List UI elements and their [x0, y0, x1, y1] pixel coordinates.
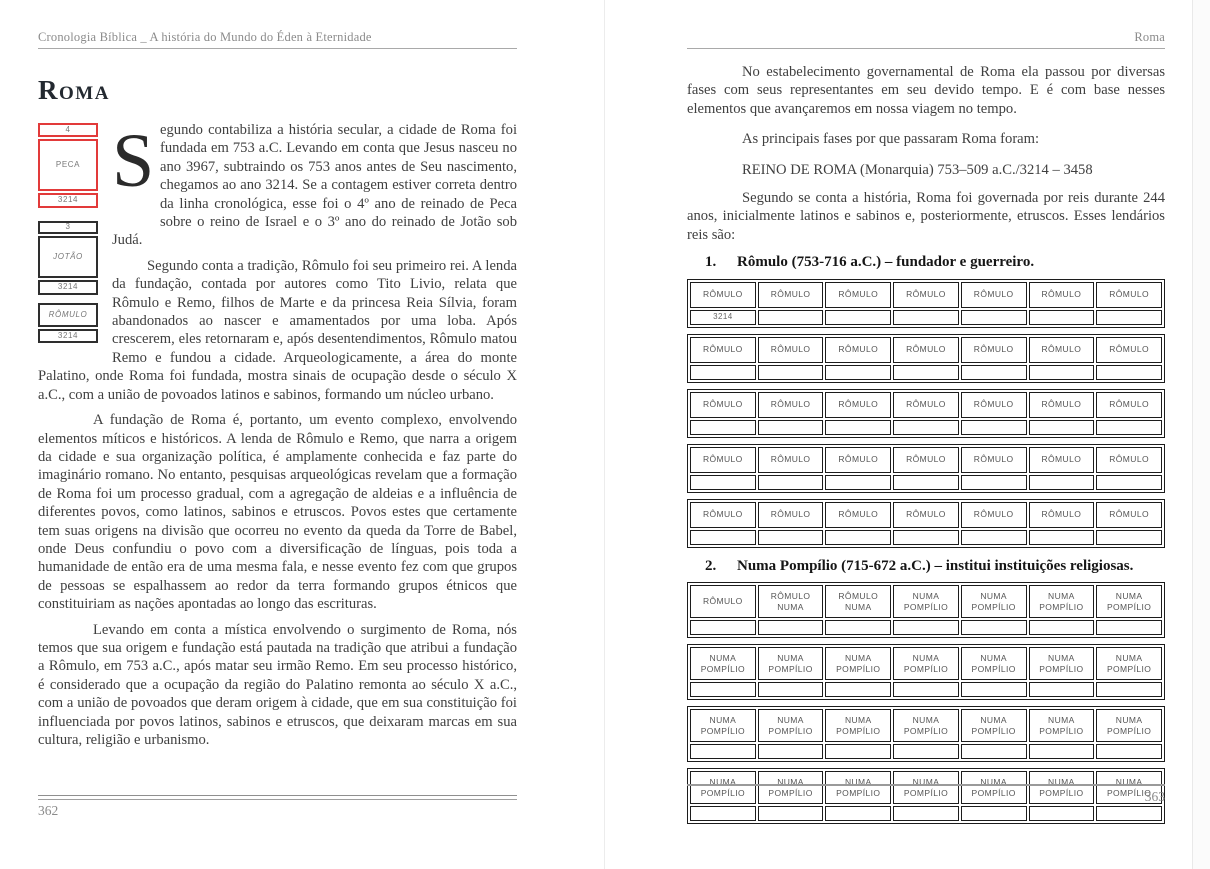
king-name-cell: NUMA POMPÍLIO	[758, 709, 824, 742]
page-footer-left	[38, 795, 517, 819]
paragraph: A fundação de Roma é, portanto, um evento complexo, envolvendo elementos míticos e históricos. A lenda de Rômulo e Remo, que narra a origem da cidade e sua organização política, é amplamente conhecida e faz parte do imaginário romano. No entanto, pesquisas arqueológicas revelam que a formação de Roma foi um processo gradual, com a agregação de aldeias e a influência de diferentes povos, como latinos, sabinos e etruscos. Povos estes que certamente tem suas origens na divisão que ocorreu no evento da queda da Torre de Babel, onde Deus confundiu o povo com a diversificação de línguas, pois toda a humanidade de então era de uma mesma fala, e nesse evento fez com que grupos de pessoas se espalhassem ao redor da terra formando grupos étnicos que constituiriam as nações apontadas ao longo das escrituras.	[38, 412, 517, 613]
paragraph: REINO DE ROMA (Monarquia) 753–509 a.C./3214 – 3458	[742, 161, 1093, 178]
timeline-box-jotao	[38, 221, 98, 295]
king-name-cell: RÔMULO	[1096, 447, 1162, 473]
king-name-cell: RÔMULO	[1096, 282, 1162, 308]
footer-rule	[38, 795, 517, 800]
body-text-left	[38, 121, 517, 749]
king-name-cell: RÔMULO	[1029, 282, 1095, 308]
year-cell	[825, 530, 891, 545]
king-name-cell: NUMA POMPÍLIO	[690, 709, 756, 742]
body-text-right	[687, 63, 1165, 824]
year-cell	[961, 475, 1027, 490]
paragraph: No estabelecimento governamental de Roma ela passou por diversas fases com seus representantes em seu devido tempo. E é com base nesses elementos que avançaremos em nossa viagem no tempo.	[687, 64, 1165, 117]
section-heading	[687, 253, 1165, 271]
year-cell	[1029, 310, 1095, 325]
king-name-cell: NUMA POMPÍLIO	[893, 585, 959, 618]
year-cell	[758, 744, 824, 759]
year-cell	[1096, 310, 1162, 325]
king-timeline-table	[687, 706, 1165, 762]
year-cell	[690, 806, 756, 821]
king-name-cell: NUMA POMPÍLIO	[1029, 771, 1095, 804]
page-number: 363	[1144, 789, 1165, 804]
king-name-cell: RÔMULO	[1096, 502, 1162, 528]
year-cell	[825, 310, 891, 325]
king-name-cell: NUMA POMPÍLIO	[690, 771, 756, 804]
king-name-cell: NUMA POMPÍLIO	[825, 709, 891, 742]
king-name-cell: RÔMULO	[961, 282, 1027, 308]
king-name-cell: RÔMULO	[1029, 392, 1095, 418]
king-name-cell: RÔMULO	[961, 447, 1027, 473]
king-name-cell: RÔMULO	[825, 447, 891, 473]
year-cell	[690, 475, 756, 490]
year-cell	[758, 806, 824, 821]
year-cell	[961, 365, 1027, 380]
year-cell	[961, 682, 1027, 697]
king-name-cell: NUMA POMPÍLIO	[825, 647, 891, 680]
king-name-cell: RÔMULO	[825, 502, 891, 528]
king-name-cell: RÔMULO	[758, 447, 824, 473]
year-cell	[1096, 420, 1162, 435]
king-name-cell: RÔMULO	[893, 447, 959, 473]
year-cell	[1029, 682, 1095, 697]
king-name-cell: RÔMULO	[758, 392, 824, 418]
footer-rule	[687, 784, 1165, 786]
timeline-box-year-bottom: 3214	[38, 280, 98, 295]
year-cell	[758, 310, 824, 325]
year-cell	[1029, 744, 1095, 759]
king-name-cell: NUMA POMPÍLIO	[758, 771, 824, 804]
year-cell	[1096, 744, 1162, 759]
king-timeline-table	[687, 499, 1165, 548]
year-cell	[1096, 475, 1162, 490]
king-timeline-table	[687, 279, 1165, 328]
king-name-cell: RÔMULO	[758, 337, 824, 363]
king-name-cell: NUMA POMPÍLIO	[961, 709, 1027, 742]
king-name-cell: NUMA POMPÍLIO	[961, 771, 1027, 804]
year-cell	[961, 806, 1027, 821]
king-name-cell: RÔMULO NUMA	[758, 585, 824, 618]
year-cell	[893, 475, 959, 490]
section-heading	[687, 557, 1165, 575]
king-name-cell: NUMA POMPÍLIO	[1096, 771, 1162, 804]
king-name-cell: RÔMULO	[825, 337, 891, 363]
year-cell	[961, 310, 1027, 325]
paragraph: Segundo se conta a história, Roma foi governada por reis durante 244 anos, inicialmente latinos e sabinos e, posteriormente, etruscos. Esses lendários reis são:	[687, 190, 1165, 243]
timeline-box-year-top: 4	[38, 123, 98, 137]
year-cell	[825, 420, 891, 435]
timeline-box-peca	[38, 123, 98, 208]
king-name-cell: RÔMULO	[1029, 337, 1095, 363]
running-header-text: Roma	[1134, 30, 1165, 44]
year-cell	[825, 475, 891, 490]
year-cell	[690, 365, 756, 380]
king-name-cell: NUMA POMPÍLIO	[893, 771, 959, 804]
section-number: 2.	[705, 557, 717, 574]
king-name-cell: RÔMULO	[961, 337, 1027, 363]
king-timeline-table	[687, 582, 1165, 638]
year-cell	[1096, 806, 1162, 821]
king-name-cell: NUMA POMPÍLIO	[1096, 647, 1162, 680]
king-name-cell: RÔMULO	[825, 282, 891, 308]
year-cell	[690, 744, 756, 759]
year-cell	[893, 530, 959, 545]
timeline-box-label: PECA	[38, 139, 98, 191]
page-footer-right	[687, 784, 1165, 805]
year-cell	[1029, 530, 1095, 545]
timeline-box-year-bottom: 3214	[38, 193, 98, 208]
year-cell	[961, 530, 1027, 545]
paragraph: As principais fases por que passaram Roma foram:	[742, 131, 1040, 148]
king-name-cell: NUMA POMPÍLIO	[1029, 585, 1095, 618]
king-name-cell: RÔMULO	[690, 282, 756, 308]
year-cell	[961, 620, 1027, 635]
paragraph: Segundo conta a tradição, Rômulo foi seu primeiro rei. A lenda da fundação, contada por autores como Tito Livio, relata que Rômulo e Remo, filhos de Marte e da princesa Reia Sílvia, foram abandonados ao nascer e amamentados por uma loba. Após crescerem, eles retornaram e, após desentendimentos, Rômulo matou Remo e fundou a cidade. Arqueologicamente, a área do monte Palatino, onde Roma foi fundada, mostra sinais de ocupação desde o século X a.C., com a união de povoados latinos e sabinos, formando um núcleo urbano.	[38, 257, 517, 403]
running-header-left	[38, 30, 517, 49]
year-cell	[1029, 475, 1095, 490]
king-name-cell: NUMA POMPÍLIO	[825, 771, 891, 804]
king-timeline-table	[687, 334, 1165, 383]
year-cell	[690, 620, 756, 635]
paragraph: Levando em conta a mística envolvendo o surgimento de Roma, nós temos que sua origem e fundação está pautada na tradição que atribui a fundação a Rômulo, em 753 a.C., após matar seu irmão Remo. Em seu processo histórico, é considerado que a ocupação da região do Palatino remonta ao século X a.C., com a união de povoados que deram origem à cidade, que em sua constituição foi influenciada por povos latinos, sabinos e etruscos, que deixaram marcas em sua cultura, religião e urbanismo.	[38, 621, 517, 748]
year-cell	[1096, 530, 1162, 545]
year-cell	[1096, 365, 1162, 380]
year-cell	[893, 420, 959, 435]
king-name-cell: RÔMULO	[690, 502, 756, 528]
year-cell	[1096, 682, 1162, 697]
year-cell	[690, 682, 756, 697]
section-number: 1.	[705, 254, 717, 271]
king-name-cell: NUMA POMPÍLIO	[690, 647, 756, 680]
year-cell	[1029, 620, 1095, 635]
drop-cap: S	[112, 119, 155, 203]
paragraph-text: egundo contabiliza a história secular, a cidade de Roma foi fundada em 753 a.C. Levando em conta que Jesus nasceu no ano 3967, subtraindo os 753 anos antes de Seu nascimento, chegamos ao ano 3214. Se a contagem estiver correta dentro da linha cronológica, esse foi o 4º ano de reinado de Peca sobre o reino de Israel e o 3º ano do reinado de Jotão sob Judá.	[112, 122, 517, 249]
timeline-box-year-bottom: 3214	[38, 329, 98, 343]
section-title: Numa Pompílio (715-672 a.C.) – institui instituições religiosas.	[737, 557, 1134, 574]
king-name-cell: RÔMULO	[690, 585, 756, 618]
timeline-box-label: JOTÃO	[38, 236, 98, 278]
year-cell	[893, 682, 959, 697]
king-name-cell: RÔMULO	[690, 392, 756, 418]
king-name-cell: RÔMULO	[893, 337, 959, 363]
year-cell	[690, 530, 756, 545]
year-cell	[825, 682, 891, 697]
year-cell	[893, 310, 959, 325]
year-cell	[961, 420, 1027, 435]
king-name-cell: NUMA POMPÍLIO	[758, 647, 824, 680]
year-cell	[758, 530, 824, 545]
year-cell	[1096, 620, 1162, 635]
timeline-box-year-top: 3	[38, 221, 98, 234]
king-name-cell: NUMA POMPÍLIO	[1029, 709, 1095, 742]
king-name-cell: NUMA POMPÍLIO	[961, 647, 1027, 680]
king-name-cell: RÔMULO	[893, 502, 959, 528]
king-name-cell: RÔMULO	[1096, 337, 1162, 363]
year-cell	[758, 365, 824, 380]
year-cell	[961, 744, 1027, 759]
viewport-edge-band	[1192, 0, 1210, 869]
timeline-box-romulo	[38, 303, 98, 343]
king-name-cell: NUMA POMPÍLIO	[961, 585, 1027, 618]
king-name-cell: RÔMULO	[758, 282, 824, 308]
king-name-cell: RÔMULO	[893, 282, 959, 308]
page-title: Roma	[38, 75, 110, 105]
year-cell	[893, 365, 959, 380]
year-cell	[758, 620, 824, 635]
king-name-cell: NUMA POMPÍLIO	[893, 709, 959, 742]
king-name-cell: RÔMULO	[893, 392, 959, 418]
year-cell	[893, 744, 959, 759]
page-number: 362	[38, 803, 59, 818]
year-cell	[758, 682, 824, 697]
king-timeline-table	[687, 389, 1165, 438]
king-name-cell: NUMA POMPÍLIO	[1029, 647, 1095, 680]
year-cell	[690, 420, 756, 435]
year-cell	[758, 420, 824, 435]
kings-sections	[687, 253, 1165, 824]
king-name-cell: NUMA POMPÍLIO	[1096, 585, 1162, 618]
king-timeline-table	[687, 644, 1165, 700]
king-name-cell: RÔMULO NUMA	[825, 585, 891, 618]
running-header-text: Cronologia Bíblica _ A história do Mundo do Éden à Eternidade	[38, 30, 372, 44]
king-name-cell: RÔMULO	[690, 447, 756, 473]
king-name-cell: RÔMULO	[825, 392, 891, 418]
king-name-cell: NUMA POMPÍLIO	[1096, 709, 1162, 742]
king-name-cell: RÔMULO	[1096, 392, 1162, 418]
king-name-cell: RÔMULO	[690, 337, 756, 363]
timeline-boxes	[38, 123, 100, 345]
year-cell: 3214	[690, 310, 756, 325]
king-name-cell: RÔMULO	[961, 392, 1027, 418]
page-right	[606, 0, 1192, 869]
year-cell	[893, 620, 959, 635]
king-timeline-table	[687, 444, 1165, 493]
year-cell	[758, 475, 824, 490]
running-header-right	[687, 30, 1165, 49]
timeline-box-label: RÔMULO	[38, 303, 98, 327]
king-name-cell: RÔMULO	[961, 502, 1027, 528]
king-name-cell: RÔMULO	[758, 502, 824, 528]
king-name-cell: RÔMULO	[1029, 447, 1095, 473]
year-cell	[1029, 420, 1095, 435]
king-name-cell: RÔMULO	[1029, 502, 1095, 528]
year-cell	[825, 806, 891, 821]
year-cell	[893, 806, 959, 821]
year-cell	[1029, 806, 1095, 821]
king-name-cell: NUMA POMPÍLIO	[893, 647, 959, 680]
paragraph	[38, 121, 517, 250]
year-cell	[825, 365, 891, 380]
year-cell	[1029, 365, 1095, 380]
year-cell	[825, 744, 891, 759]
year-cell	[825, 620, 891, 635]
section-title: Rômulo (753-716 a.C.) – fundador e guerreiro.	[737, 254, 1035, 271]
